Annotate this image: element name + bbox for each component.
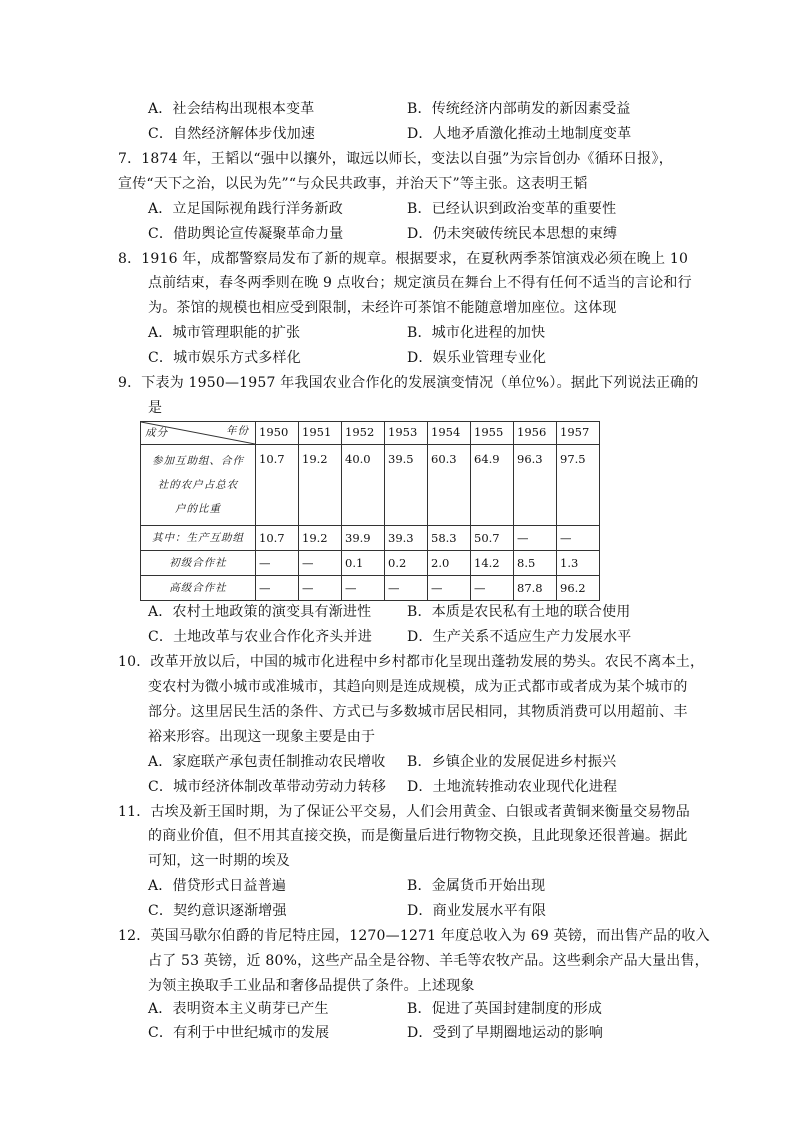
year-cell: 1952 [342, 422, 385, 445]
year-cell: 1956 [514, 422, 557, 445]
q9-option-d: D．生产关系不适应生产力发展水平 [407, 629, 632, 645]
q8-stem-line-1: 8．1916 年，成都警察局发布了新的规章。根据要求，在夏秋两季茶馆演戏必须在晚上 10 [118, 251, 689, 267]
table-cell: — [471, 576, 514, 601]
q7-option-a: A．立足国际视角践行洋务新政 [148, 201, 343, 217]
q9-option-c: C．土地改革与农业合作化齐头并进 [148, 629, 372, 645]
table-cell: 97.5 [557, 445, 600, 526]
year-cell: 1953 [385, 422, 428, 445]
table-cell: 10.7 [256, 526, 299, 551]
q8-option-a: A．城市管理职能的扩张 [148, 325, 301, 341]
table-cell: — [514, 526, 557, 551]
table-cell: 39.3 [385, 526, 428, 551]
table-cell: 8.5 [514, 551, 557, 576]
row-label-mutual-aid: 其中：生产互助组 [141, 526, 256, 551]
q11-stem-line-3: 可知，这一时期的埃及 [148, 853, 290, 869]
table-cell: 87.8 [514, 576, 557, 601]
q10-stem-line-2: 变农村为微小城市或准城市，其趋向则是连成规模，成为正式都市或者成为某个城市的 [148, 679, 688, 695]
q6-option-c: C．自然经济解体步伐加速 [148, 126, 316, 142]
row-label-advanced-coop: 高级合作社 [141, 576, 256, 601]
header-year-label: 年份 [226, 425, 249, 437]
year-cell: 1951 [299, 422, 342, 445]
table-cell: 50.7 [471, 526, 514, 551]
table-cell: — [299, 551, 342, 576]
year-cell: 1954 [428, 422, 471, 445]
q7-stem-line-2: 宣传“天下之治，以民为先”“与众民共政事，并治天下”等主张。这表明王韬 [118, 176, 588, 192]
table-cell: 58.3 [428, 526, 471, 551]
table-cell: 10.7 [256, 445, 299, 526]
q11-option-d: D．商业发展水平有限 [407, 903, 547, 919]
table-cell: 1.3 [557, 551, 600, 576]
year-cell: 1950 [256, 422, 299, 445]
row-label-line: 户的比重 [175, 503, 221, 515]
row-label-line: 参加互助组、合作 [152, 455, 244, 467]
q11-option-a: A．借贷形式日益普遍 [148, 878, 287, 894]
q8-option-c: C．城市娱乐方式多样化 [148, 350, 301, 366]
table-row [141, 445, 600, 526]
table-corner-cell [141, 422, 256, 445]
q12-option-b: B．促进了英国封建制度的形成 [407, 1001, 603, 1017]
table-cell: — [256, 551, 299, 576]
table-row [141, 576, 600, 601]
table-row [141, 526, 600, 551]
year-cell: 1955 [471, 422, 514, 445]
table-cell: — [428, 576, 471, 601]
q9-option-b: B．本质是农民私有土地的联合使用 [407, 604, 631, 620]
q10-stem-line-1: 10．改革开放以后，中国的城市化进程中乡村都市化呈现出蓬勃发展的势头。农民不离本土， [118, 654, 705, 670]
q6-option-d: D．人地矛盾激化推动土地制度变革 [407, 126, 632, 142]
q11-option-c: C．契约意识逐渐增强 [148, 903, 287, 919]
q8-stem-line-2: 点前结束，春冬两季则在晚 9 点收台；规定演员在舞台上不得有任何不适当的言论和行 [148, 275, 692, 291]
q11-stem-line-1: 11．古埃及新王国时期，为了保证公平交易，人们会用黄金、白银或者黄铜来衡量交易物品 [118, 804, 691, 820]
q12-option-d: D．受到了早期圈地运动的影响 [407, 1025, 604, 1041]
table-cell: — [385, 576, 428, 601]
q10-stem-line-4: 裕来形容。出现这一现象主要是由于 [148, 729, 376, 745]
table-cell: 19.2 [299, 526, 342, 551]
year-cell: 1957 [557, 422, 600, 445]
q10-option-d: D．土地流转推动农业现代化进程 [407, 779, 618, 795]
table-cell: 19.2 [299, 445, 342, 526]
header-component-label: 成分 [145, 427, 168, 439]
q7-option-d: D．仍未突破传统民本思想的束缚 [407, 226, 618, 242]
table-cell: 14.2 [471, 551, 514, 576]
q8-option-b: B．城市化进程的加快 [407, 325, 546, 341]
q11-option-b: B．金属货币开始出现 [407, 878, 546, 894]
table-cell: 0.2 [385, 551, 428, 576]
q11-stem-line-2: 的商业价值，但不用其直接交换，而是衡量后进行物物交换，且此现象还很普遍。据此 [148, 828, 688, 844]
table-cell: 64.9 [471, 445, 514, 526]
table-cell: 39.5 [385, 445, 428, 526]
q6-option-b: B．传统经济内部萌发的新因素受益 [407, 101, 631, 117]
table-cell: 0.1 [342, 551, 385, 576]
table-cell: — [256, 576, 299, 601]
table-cell: — [299, 576, 342, 601]
q12-option-c: C．有利于中世纪城市的发展 [148, 1025, 330, 1041]
table-cell: — [342, 576, 385, 601]
q9-stem-line-2: 是 [148, 400, 163, 416]
table-cell: 39.9 [342, 526, 385, 551]
row-label-elementary-coop: 初级合作社 [141, 551, 256, 576]
table-cell: 60.3 [428, 445, 471, 526]
q9-stem-line-1: 9．下表为 1950—1957 年我国农业合作化的发展演变情况（单位%）。据此下列说法正确的 [118, 375, 699, 391]
q8-stem-line-3: 为。茶馆的规模也相应受到限制，未经许可茶馆不能随意增加座位。这体现 [148, 300, 617, 316]
q10-option-c: C．城市经济体制改革带动劳动力转移 [148, 779, 387, 795]
q6-option-a: A．社会结构出现根本变革 [148, 101, 315, 117]
row-label-line: 社的农户占总农 [157, 479, 239, 491]
cooperation-table [140, 421, 600, 601]
q12-stem-line-3: 为领主换取手工业品和奢侈品提供了条件。上述现象 [148, 978, 475, 994]
table-cell: 40.0 [342, 445, 385, 526]
q10-stem-line-3: 部分。这里居民生活的条件、方式已与多数城市居民相同，其物质消费可以用超前、丰 [148, 704, 688, 720]
q7-stem-line-1: 7．1874 年，王韬以“强中以攘外，诹远以师长，变法以自强”为宗旨创办《循环日报》， [118, 151, 673, 167]
q9-option-a: A．农村土地政策的演变具有渐进性 [148, 604, 372, 620]
q12-stem-line-2: 占了 53 英镑，近 80%，这些产品全是谷物、羊毛等农牧产品。这些剩余产品大量出售， [148, 953, 709, 969]
row-label-total [141, 445, 256, 526]
q7-option-b: B．已经认识到政治变革的重要性 [407, 201, 617, 217]
table-cell: 96.3 [514, 445, 557, 526]
q7-option-c: C．借助舆论宣传凝聚革命力量 [148, 226, 344, 242]
q10-option-b: B．乡镇企业的发展促进乡村振兴 [407, 754, 617, 770]
q12-option-a: A．表明资本主义萌芽已产生 [148, 1001, 329, 1017]
table-cell: 96.2 [557, 576, 600, 601]
q12-stem-line-1: 12．英国马歇尔伯爵的肯尼特庄园，1270—1271 年度总收入为 69 英镑，而出售产品的收入 [118, 928, 710, 944]
q8-option-d: D．娱乐业管理专业化 [407, 350, 547, 366]
table-cell: — [557, 526, 600, 551]
table-row [141, 551, 600, 576]
q10-option-a: A．家庭联产承包责任制推动农民增收 [148, 754, 386, 770]
table-cell: 2.0 [428, 551, 471, 576]
table-header-row [141, 422, 600, 445]
